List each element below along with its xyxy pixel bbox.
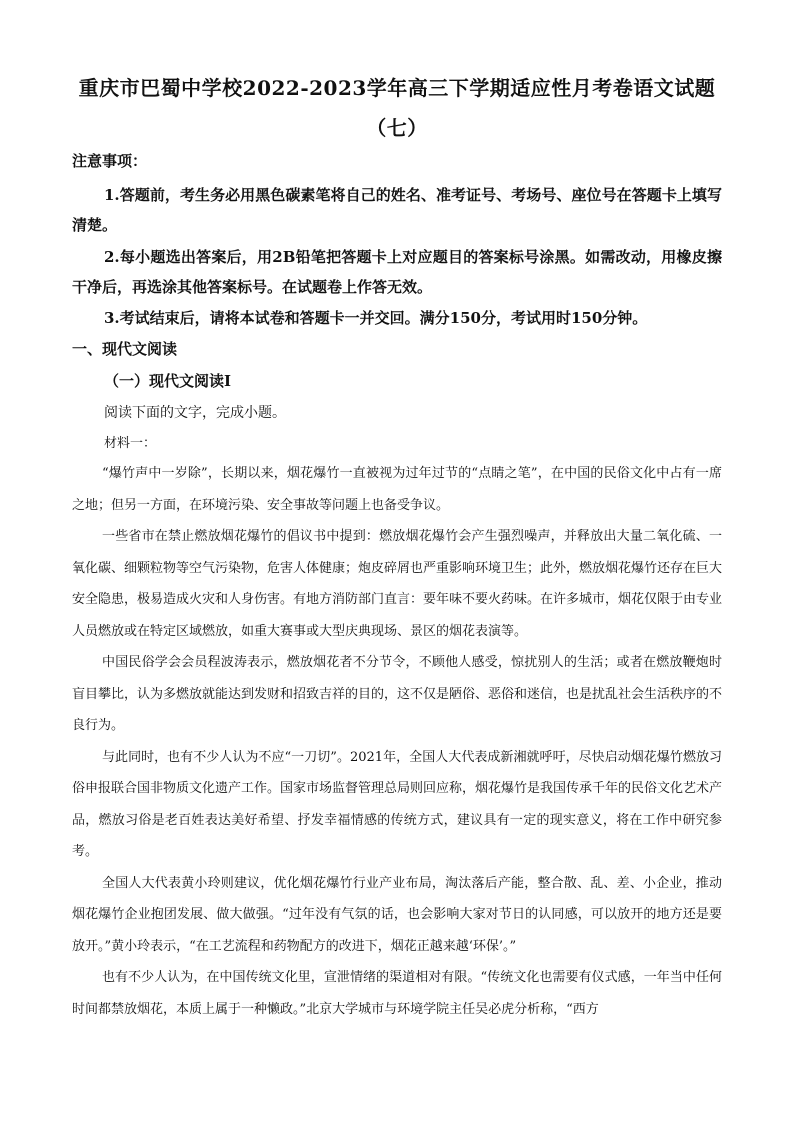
notice-item-2: 2.每小题选出答案后，用2B铅笔把答题卡上对应题目的答案标号涂黑。如需改动，用橡皮擦干净后，再选涂其他答案标号。在试题卷上作答无效。 [72,248,722,296]
notice-item-3: 3.考试结束后，请将本试卷和答题卡一并交回。满分150分，考试用时150分钟。 [104,309,648,327]
page-title-subtitle: （七） [366,116,428,140]
page-title: 重庆市巴蜀中学校2022-2023学年高三下学期适应性月考卷语文试题 [78,76,716,100]
notice-heading: 注意事项： [72,152,148,170]
article-paragraph: 全国人大代表黄小玲则建议，优化烟花爆竹行业产业布局，淘汰落后产能，整合散、乱、差、小企业，推动烟花爆竹企业抱团发展、做大做强。“过年没有气氛的话，也会影响大家对节日的认同感，可以放开的地方还是要放开。”黄小玲表示，“在工艺流程和药物配方的改进下，烟花正越来越‘环保’。” [72,875,722,954]
article-body [72,458,722,1025]
section-title: 一、现代文阅读 [72,340,178,358]
reading-instruction: 阅读下面的文字，完成小题。 [104,405,286,421]
article-paragraph: 中国民俗学会会员程波涛表示，燃放烟花者不分节令，不顾他人感受，惊扰别人的生活；或者在燃放鞭炮时盲目攀比，认为多燃放就能达到发财和招致吉祥的目的，这不仅是陋俗、恶俗和迷信，也是扰乱社会生活秩序的不良行为。 [72,655,723,733]
article-paragraph: 也有不少人认为，在中国传统文化里，宣泄情绪的渠道相对有限。“传统文化也需要有仪式感，一年当中任何时间都禁放烟花，本质上属于一种懒政。”北京大学城市与环境学院主任吴必虎分析称，“西方 [72,970,722,1017]
material-label: 材料一： [104,436,157,451]
article-paragraph: 一些省市在禁止燃放烟花爆竹的倡议书中提到：燃放烟花爆竹会产生强烈噪声，并释放出大量二氧化硫、一氧化碳、细颗粒物等空气污染物，危害人体健康；炮皮碎屑也严重影响环境卫生；此外，燃放烟花爆竹还存在巨大安全隐患，极易造成火灾和人身伤害。有地方消防部门直言：要年味不要火药味。在许多城市，烟花仅限于由专业人员燃放或在特定区域燃放，如重大赛事或大型庆典现场、景区的烟花表演等。 [72,529,723,639]
article-paragraph: “爆竹声中一岁除”，长期以来，烟花爆竹一直被视为过年过节的“点睛之笔”，在中国的民俗文化中占有一席之地；但另一方面，在环境污染、安全事故等问题上也备受争议。 [72,466,722,513]
section-subtitle: （一）现代文阅读Ⅰ [104,372,232,390]
article-paragraph: 与此同时，也有不少人认为不应“一刀切”。2021年，全国人大代表成新湘就呼吁，尽快启动烟花爆竹燃放习俗申报联合国非物质文化遗产工作。国家市场监督管理总局则回应称，烟花爆竹是我国传承千年的民俗文化艺术产品，燃放习俗是老百姓表达美好希望、抒发幸福情感的传统方式，建议具有一定的现实意义，将在工作中研究参考。 [72,749,723,859]
notice-item-1: 1.答题前，考生务必用黑色碳素笔将自己的姓名、准考证号、考场号、座位号在答题卡上填写清楚。 [72,186,722,234]
